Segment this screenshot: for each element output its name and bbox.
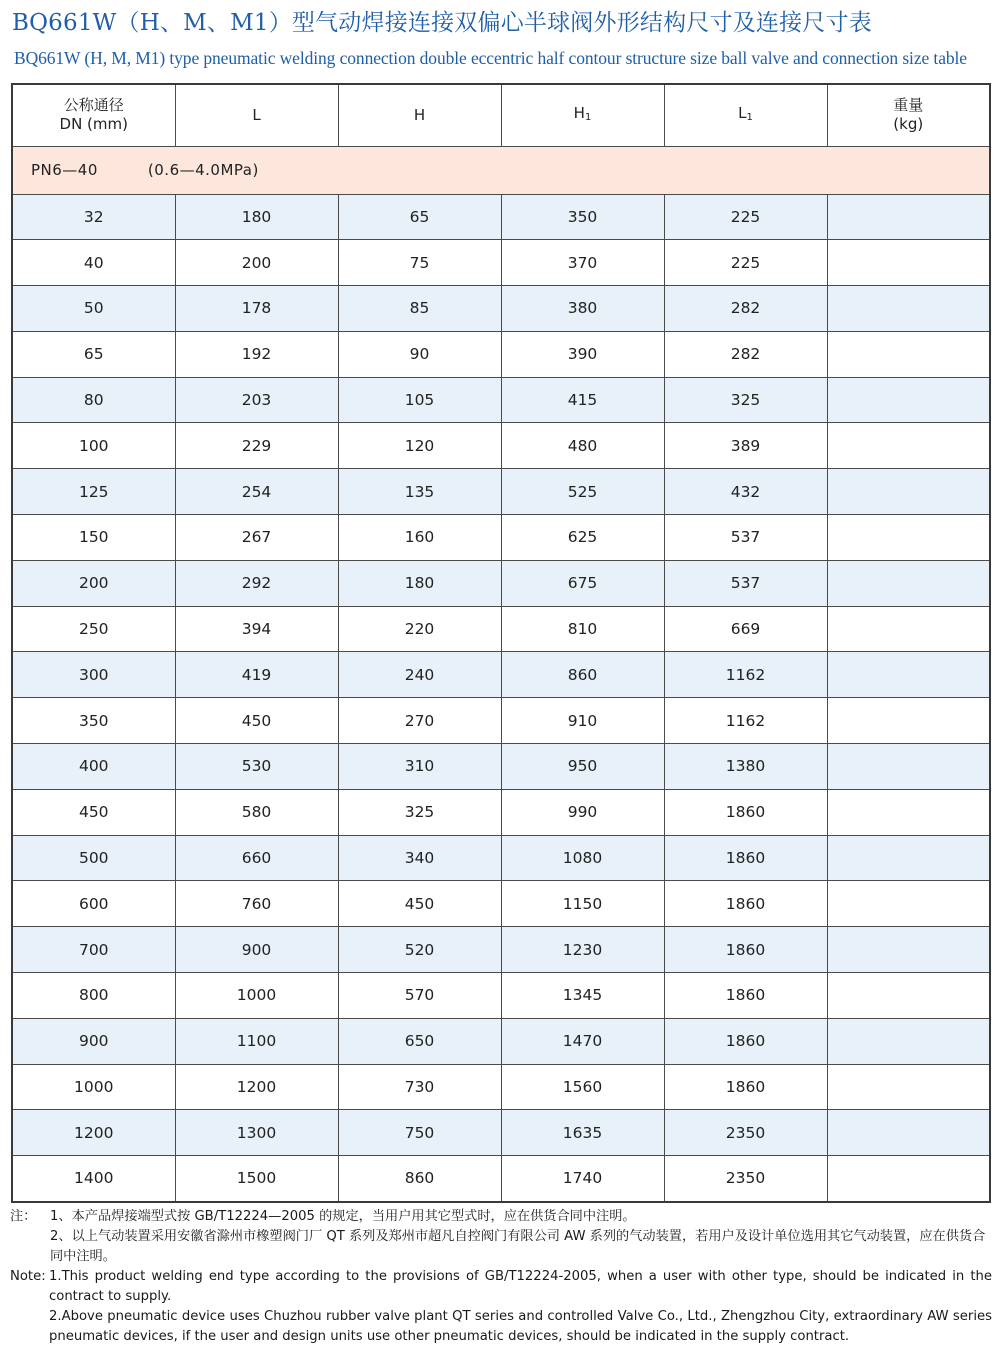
cell-h: 85 bbox=[338, 286, 501, 332]
cell-l1: 1162 bbox=[664, 698, 827, 744]
cell-l: 530 bbox=[175, 744, 338, 790]
cell-weight bbox=[827, 194, 990, 240]
header-h1-main: H bbox=[573, 103, 585, 122]
table-row bbox=[12, 698, 990, 744]
cell-weight bbox=[827, 423, 990, 469]
table-row bbox=[12, 515, 990, 561]
cell-l1: 1860 bbox=[664, 881, 827, 927]
cell-weight bbox=[827, 881, 990, 927]
cell-dn: 300 bbox=[12, 652, 175, 698]
cell-l1: 1860 bbox=[664, 973, 827, 1019]
cell-l1: 325 bbox=[664, 377, 827, 423]
cell-l: 900 bbox=[175, 927, 338, 973]
cell-dn: 350 bbox=[12, 698, 175, 744]
cell-l1: 432 bbox=[664, 469, 827, 515]
header-l: L bbox=[175, 84, 338, 146]
cell-l1: 282 bbox=[664, 286, 827, 332]
cell-h1: 910 bbox=[501, 698, 664, 744]
cell-weight bbox=[827, 927, 990, 973]
table-row bbox=[12, 377, 990, 423]
table-row bbox=[12, 469, 990, 515]
cell-dn: 500 bbox=[12, 835, 175, 881]
cell-l1: 389 bbox=[664, 423, 827, 469]
cell-weight bbox=[827, 698, 990, 744]
table-row bbox=[12, 331, 990, 377]
cell-l1: 1860 bbox=[664, 789, 827, 835]
cell-l: 292 bbox=[175, 560, 338, 606]
note-cn-1-line bbox=[10, 1207, 992, 1227]
cell-h1: 480 bbox=[501, 423, 664, 469]
cell-dn: 80 bbox=[12, 377, 175, 423]
header-weight-unit: (kg) bbox=[893, 115, 924, 134]
cell-h1: 350 bbox=[501, 194, 664, 240]
cell-weight bbox=[827, 789, 990, 835]
cell-l: 419 bbox=[175, 652, 338, 698]
table-row bbox=[12, 835, 990, 881]
cell-weight bbox=[827, 469, 990, 515]
cell-l: 267 bbox=[175, 515, 338, 561]
cell-h: 120 bbox=[338, 423, 501, 469]
cell-l1: 1380 bbox=[664, 744, 827, 790]
table-header bbox=[12, 84, 990, 146]
table-row bbox=[12, 1156, 990, 1202]
cell-h: 570 bbox=[338, 973, 501, 1019]
cell-dn: 150 bbox=[12, 515, 175, 561]
cell-weight bbox=[827, 1110, 990, 1156]
table-row bbox=[12, 881, 990, 927]
cell-l: 254 bbox=[175, 469, 338, 515]
table-row bbox=[12, 286, 990, 332]
cell-l1: 2350 bbox=[664, 1156, 827, 1202]
cell-l1: 537 bbox=[664, 515, 827, 561]
cell-l1: 537 bbox=[664, 560, 827, 606]
note-en-2: 2.Above pneumatic device uses Chuzhou rubber valve plant QT series and controlled Valve Co., Ltd., Zhengzhou City, extraordinary AW series pneumatic devices, if the user and design units use other pneumatic devices, should be indicated in the supply contract. bbox=[49, 1309, 992, 1344]
cell-l: 180 bbox=[175, 194, 338, 240]
cell-l: 203 bbox=[175, 377, 338, 423]
table-row bbox=[12, 606, 990, 652]
cell-h1: 390 bbox=[501, 331, 664, 377]
cell-dn: 1400 bbox=[12, 1156, 175, 1202]
note-en-1-block bbox=[10, 1267, 992, 1307]
cell-h1: 810 bbox=[501, 606, 664, 652]
cell-weight bbox=[827, 606, 990, 652]
cell-dn: 1200 bbox=[12, 1110, 175, 1156]
cell-h: 750 bbox=[338, 1110, 501, 1156]
pressure-range: (0.6—4.0MPa) bbox=[147, 161, 259, 179]
table-row bbox=[12, 652, 990, 698]
header-h1 bbox=[501, 84, 664, 146]
cell-h1: 625 bbox=[501, 515, 664, 561]
header-weight-cn: 重量 bbox=[893, 96, 924, 115]
table-row bbox=[12, 240, 990, 286]
cell-l: 1100 bbox=[175, 1018, 338, 1064]
cell-l1: 1860 bbox=[664, 927, 827, 973]
cell-dn: 450 bbox=[12, 789, 175, 835]
header-dn-en: DN (mm) bbox=[59, 115, 128, 134]
cell-weight bbox=[827, 1018, 990, 1064]
header-dn-cn: 公称通径 bbox=[63, 96, 124, 115]
cell-h1: 1345 bbox=[501, 973, 664, 1019]
cell-l1: 669 bbox=[664, 606, 827, 652]
cell-l: 580 bbox=[175, 789, 338, 835]
cell-dn: 400 bbox=[12, 744, 175, 790]
header-dn bbox=[12, 84, 175, 146]
cell-weight bbox=[827, 1156, 990, 1202]
note-cn-1: 1、本产品焊接端型式按 GB/T12224—2005 的规定，当用户用其它型式时，应在供货合同中注明。 bbox=[50, 1209, 636, 1224]
cell-h: 160 bbox=[338, 515, 501, 561]
cell-h1: 675 bbox=[501, 560, 664, 606]
header-l1 bbox=[664, 84, 827, 146]
cell-l1: 225 bbox=[664, 240, 827, 286]
cell-l: 450 bbox=[175, 698, 338, 744]
cell-h: 105 bbox=[338, 377, 501, 423]
cell-h1: 1560 bbox=[501, 1064, 664, 1110]
table-row bbox=[12, 1110, 990, 1156]
table-row bbox=[12, 973, 990, 1019]
note-en-tag: Note: bbox=[10, 1269, 46, 1284]
cell-h: 75 bbox=[338, 240, 501, 286]
table-row bbox=[12, 1018, 990, 1064]
cell-h: 65 bbox=[338, 194, 501, 240]
cell-l: 178 bbox=[175, 286, 338, 332]
cell-h: 180 bbox=[338, 560, 501, 606]
cell-h1: 1470 bbox=[501, 1018, 664, 1064]
cell-weight bbox=[827, 835, 990, 881]
cell-weight bbox=[827, 240, 990, 286]
cell-h: 325 bbox=[338, 789, 501, 835]
cell-l: 200 bbox=[175, 240, 338, 286]
cell-h1: 415 bbox=[501, 377, 664, 423]
cell-h1: 380 bbox=[501, 286, 664, 332]
cell-weight bbox=[827, 744, 990, 790]
header-h: H bbox=[338, 84, 501, 146]
cell-h: 240 bbox=[338, 652, 501, 698]
cell-dn: 700 bbox=[12, 927, 175, 973]
table-row bbox=[12, 1064, 990, 1110]
cell-l: 1000 bbox=[175, 973, 338, 1019]
cell-dn: 32 bbox=[12, 194, 175, 240]
cell-l1: 1860 bbox=[664, 1064, 827, 1110]
cell-l: 660 bbox=[175, 835, 338, 881]
table-body bbox=[12, 146, 990, 1202]
cell-l: 394 bbox=[175, 606, 338, 652]
cell-dn: 600 bbox=[12, 881, 175, 927]
cell-h1: 990 bbox=[501, 789, 664, 835]
cell-l1: 1162 bbox=[664, 652, 827, 698]
cell-h1: 1635 bbox=[501, 1110, 664, 1156]
cell-h: 450 bbox=[338, 881, 501, 927]
cell-h: 90 bbox=[338, 331, 501, 377]
cell-l1: 282 bbox=[664, 331, 827, 377]
cell-l: 1500 bbox=[175, 1156, 338, 1202]
cell-h1: 1740 bbox=[501, 1156, 664, 1202]
cell-weight bbox=[827, 515, 990, 561]
table-row bbox=[12, 789, 990, 835]
cell-weight bbox=[827, 652, 990, 698]
cell-h: 650 bbox=[338, 1018, 501, 1064]
cell-l1: 225 bbox=[664, 194, 827, 240]
cell-dn: 1000 bbox=[12, 1064, 175, 1110]
header-h1-sub: 1 bbox=[584, 111, 592, 123]
cell-h1: 370 bbox=[501, 240, 664, 286]
cell-h: 220 bbox=[338, 606, 501, 652]
cell-h: 135 bbox=[338, 469, 501, 515]
pressure-class: PN6—40 bbox=[31, 161, 98, 179]
cell-dn: 200 bbox=[12, 560, 175, 606]
cell-weight bbox=[827, 560, 990, 606]
cell-l: 229 bbox=[175, 423, 338, 469]
cell-dn: 900 bbox=[12, 1018, 175, 1064]
cell-h1: 1150 bbox=[501, 881, 664, 927]
cell-l: 1300 bbox=[175, 1110, 338, 1156]
page-title: BQ661W（H、M、M1）型气动焊接连接双偏心半球阀外形结构尺寸及连接尺寸表 bbox=[12, 10, 872, 36]
notes-section bbox=[10, 1207, 992, 1347]
cell-h1: 950 bbox=[501, 744, 664, 790]
header-l1-main: L bbox=[738, 103, 747, 122]
table-row bbox=[12, 423, 990, 469]
cell-weight bbox=[827, 377, 990, 423]
cell-h1: 525 bbox=[501, 469, 664, 515]
cell-h1: 1230 bbox=[501, 927, 664, 973]
note-cn-2: 2、以上气动装置采用安徽省滁州市橡塑阀门厂 QT 系列及郑州市超凡自控阀门有限公司 AW 系列的气动装置，若用户及设计单位选用其它气动装置，应在供货合同中注明。 bbox=[50, 1229, 986, 1264]
cell-l1: 2350 bbox=[664, 1110, 827, 1156]
cell-h1: 1080 bbox=[501, 835, 664, 881]
cell-h: 270 bbox=[338, 698, 501, 744]
cell-h: 520 bbox=[338, 927, 501, 973]
cell-dn: 125 bbox=[12, 469, 175, 515]
note-cn-tag: 注： bbox=[10, 1209, 37, 1224]
cell-weight bbox=[827, 286, 990, 332]
cell-dn: 100 bbox=[12, 423, 175, 469]
dimension-table bbox=[11, 83, 991, 1203]
header-l1-sub: 1 bbox=[746, 111, 753, 123]
table-row bbox=[12, 744, 990, 790]
cell-l: 760 bbox=[175, 881, 338, 927]
cell-weight bbox=[827, 973, 990, 1019]
cell-h: 730 bbox=[338, 1064, 501, 1110]
note-en-1: 1.This product welding end type according to the provisions of GB/T12224-2005, when a user with other type, should be indicated in the contract to supply. bbox=[49, 1269, 992, 1304]
pressure-class-row bbox=[12, 146, 990, 194]
header-weight bbox=[827, 84, 990, 146]
table-row bbox=[12, 560, 990, 606]
table-row bbox=[12, 927, 990, 973]
cell-h1: 860 bbox=[501, 652, 664, 698]
cell-l1: 1860 bbox=[664, 1018, 827, 1064]
table-row bbox=[12, 194, 990, 240]
page-subtitle: BQ661W (H, M, M1) type pneumatic welding connection double eccentric half contour structure size ball valve and connection size table bbox=[14, 48, 967, 68]
cell-weight bbox=[827, 1064, 990, 1110]
cell-dn: 250 bbox=[12, 606, 175, 652]
cell-weight bbox=[827, 331, 990, 377]
cell-dn: 50 bbox=[12, 286, 175, 332]
cell-dn: 800 bbox=[12, 973, 175, 1019]
cell-dn: 40 bbox=[12, 240, 175, 286]
cell-l1: 1860 bbox=[664, 835, 827, 881]
cell-h: 340 bbox=[338, 835, 501, 881]
pressure-class-cell bbox=[12, 146, 990, 194]
cell-l: 192 bbox=[175, 331, 338, 377]
cell-h: 860 bbox=[338, 1156, 501, 1202]
cell-h: 310 bbox=[338, 744, 501, 790]
cell-l: 1200 bbox=[175, 1064, 338, 1110]
cell-dn: 65 bbox=[12, 331, 175, 377]
